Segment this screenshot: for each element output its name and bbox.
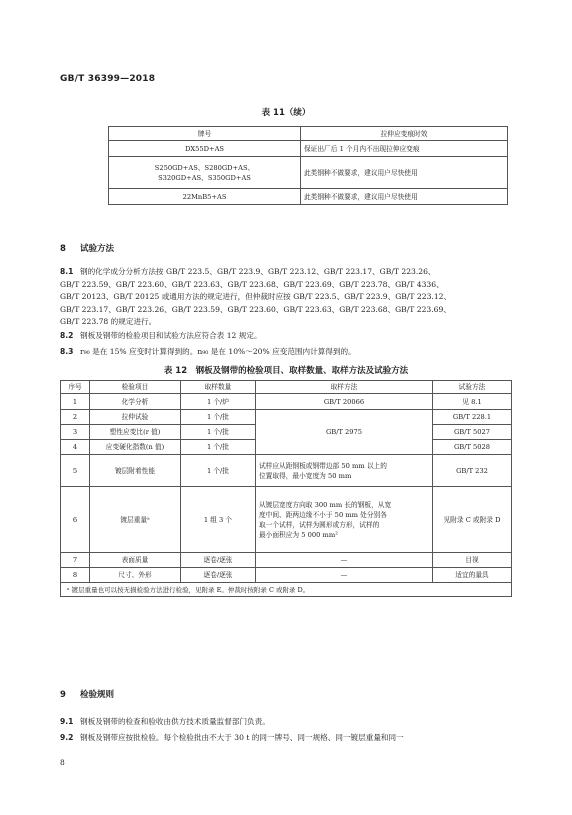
item-cell: 尺寸、外形	[90, 568, 181, 583]
no-cell: 3	[61, 425, 90, 440]
clause-number: 8.1	[60, 267, 74, 276]
table-row	[61, 487, 512, 553]
method-line: 最小面积应为 5 000 mm²	[259, 530, 338, 539]
table-row	[109, 141, 508, 157]
text-line: 钢板及钢带应按批检验。每个检验批由不大于 30 t 的同一牌号、同一规格、同一镀层重量和同一	[80, 733, 404, 742]
no-cell: 8	[61, 568, 90, 583]
no-cell: 4	[61, 440, 90, 455]
text-line: 钢板及钢带的检查和验收由供方技术质量监督部门负责。	[80, 717, 270, 726]
method-cell	[256, 487, 433, 553]
text-line: GB/T 20123、GB/T 20125 或通用方法的规定进行，但仲裁时应按 GB/T 223.5、GB/T 223.9、GB/T 223.12、	[60, 292, 452, 302]
text-line: GB/T 223.78 的规定进行。	[60, 317, 157, 327]
table-row	[109, 189, 508, 205]
qty-cell: 1 个/炉	[181, 394, 256, 410]
method-line: 位置取得，最小宽度为 50 mm	[259, 471, 352, 480]
text-line: r₉₀ 是在 15% 应变时计算得到的。n₉₀ 是在 10%～20% 应变范围内计算得到的。	[80, 347, 356, 356]
qty-cell: 逐卷/逐张	[181, 568, 256, 583]
table-row	[61, 455, 512, 487]
item-cell: 应变硬化指数(n 值)	[90, 440, 181, 455]
test-cell: 目视	[433, 553, 512, 568]
item-cell: 塑性应变比(r 值)	[90, 425, 181, 440]
table12	[60, 380, 512, 597]
qty-cell: 逐卷/逐张	[181, 553, 256, 568]
test-cell: GB/T 232	[433, 455, 512, 487]
paragraph-8-2	[60, 330, 262, 343]
clause-number: 8.3	[60, 347, 74, 356]
method-line: 度中间、距两边缘不小于 50 mm 处分别各	[259, 510, 387, 519]
text-line: GB/T 223.59、GB/T 223.60、GB/T 223.63、GB/T 223.68、GB/T 223.69、GB/T 223.78、GB/T 4336、	[60, 279, 444, 289]
method-cell: GB/T 20066	[256, 394, 433, 410]
grade-cell: 22MnB5+AS	[109, 189, 301, 205]
grade-cell	[109, 157, 301, 189]
table-row	[61, 553, 512, 568]
method-line: 从镀层宽度方向取 300 mm 长的钢板，从宽	[259, 500, 392, 509]
qty-cell: 1 个/批	[181, 425, 256, 440]
no-cell: 5	[61, 455, 90, 487]
method-cell: —	[256, 553, 433, 568]
item-cell: 镀层附着性能	[90, 455, 181, 487]
test-cell: GB/T 228.1	[433, 410, 512, 425]
table-row	[109, 157, 508, 189]
section-number: 8	[60, 244, 66, 254]
table11-caption: 表 11（续）	[261, 108, 311, 118]
paragraph-9-1	[60, 716, 270, 729]
paragraph-9-2	[60, 732, 404, 745]
header-strain-aging: 拉伸应变痕时效	[301, 127, 508, 141]
clause-number: 8.2	[60, 331, 74, 340]
no-cell: 7	[61, 553, 90, 568]
requirement-cell: 此类钢种不做要求，建议用户尽快使用	[301, 157, 508, 189]
standard-number: GB/T 36399—2018	[60, 74, 156, 84]
text-line: 钢板及钢带的检验项目和试验方法应符合表 12 规定。	[80, 331, 262, 340]
header-test-method: 试验方法	[433, 381, 512, 394]
table11	[108, 126, 508, 205]
header-item: 检验项目	[90, 381, 181, 394]
clause-number: 9.2	[60, 733, 74, 742]
section-9-heading	[60, 688, 114, 700]
test-cell: GB/T 5027	[433, 425, 512, 440]
test-cell: 见附录 C 或附录 D	[433, 487, 512, 553]
section-title: 检验规则	[80, 690, 115, 700]
paragraph-8-3	[60, 346, 356, 359]
table12-caption: 表 12 钢板及钢带的检验项目、取样数量、取样方法及试验方法	[163, 366, 409, 376]
table-row	[61, 394, 512, 410]
grade-line: S320GD+AS、S350GD+AS	[158, 173, 251, 182]
table-row	[61, 410, 512, 425]
qty-cell: 1 组 3 个	[181, 487, 256, 553]
method-cell	[256, 455, 433, 487]
header-grade: 牌号	[109, 127, 301, 141]
test-cell: GB/T 5028	[433, 440, 512, 455]
paragraph-8-1	[60, 266, 512, 329]
qty-cell: 1 个/批	[181, 410, 256, 425]
table-note-row	[61, 583, 512, 597]
method-line: 取一个试样，试样为圆形或方形，试样的	[259, 520, 380, 529]
qty-cell: 1 个/批	[181, 455, 256, 487]
text-line: GB/T 223.17、GB/T 223.26、GB/T 223.59、GB/T 223.60、GB/T 223.63、GB/T 223.68、GB/T 223.69、	[60, 304, 451, 314]
qty-cell: 1 个/批	[181, 440, 256, 455]
grade-line: S250GD+AS、S280GD+AS、	[154, 163, 255, 172]
header-qty: 取样数量	[181, 381, 256, 394]
table-header-row	[61, 381, 512, 394]
no-cell: 1	[61, 394, 90, 410]
test-cell: 见 8.1	[433, 394, 512, 410]
requirement-cell: 保证出厂后 1 个月内不出现拉伸应变痕	[301, 141, 508, 157]
table-row	[61, 568, 512, 583]
section-number: 9	[60, 690, 66, 700]
page-number: 8	[60, 758, 65, 767]
no-cell: 6	[61, 487, 90, 553]
item-cell: 化学分析	[90, 394, 181, 410]
table-header-row	[109, 127, 508, 141]
section-8-heading	[60, 242, 114, 254]
requirement-cell: 此类钢种不做要求，建议用户尽快使用	[301, 189, 508, 205]
section-title: 试验方法	[80, 244, 115, 254]
test-cell: 适宜的量具	[433, 568, 512, 583]
header-no: 序号	[61, 381, 90, 394]
table-footnote: ᵃ 镀层重量也可以按无损检验方法进行检验，见附录 E。仲裁时按附录 C 或附录 D。	[61, 583, 512, 597]
grade-cell: DX55D+AS	[109, 141, 301, 157]
clause-number: 9.1	[60, 717, 74, 726]
method-line: 试样应从距钢板或钢带边部 50 mm 以上的	[259, 461, 387, 470]
item-cell: 镀层重量ᵃ	[90, 487, 181, 553]
text-line: 钢的化学成分分析方法按 GB/T 223.5、GB/T 223.9、GB/T 223.12、GB/T 223.17、GB/T 223.26、	[80, 267, 436, 276]
method-cell: —	[256, 568, 433, 583]
no-cell: 2	[61, 410, 90, 425]
item-cell: 拉伸试验	[90, 410, 181, 425]
header-sampling-method: 取样方法	[256, 381, 433, 394]
method-cell: GB/T 2975	[256, 410, 433, 455]
item-cell: 表面质量	[90, 553, 181, 568]
